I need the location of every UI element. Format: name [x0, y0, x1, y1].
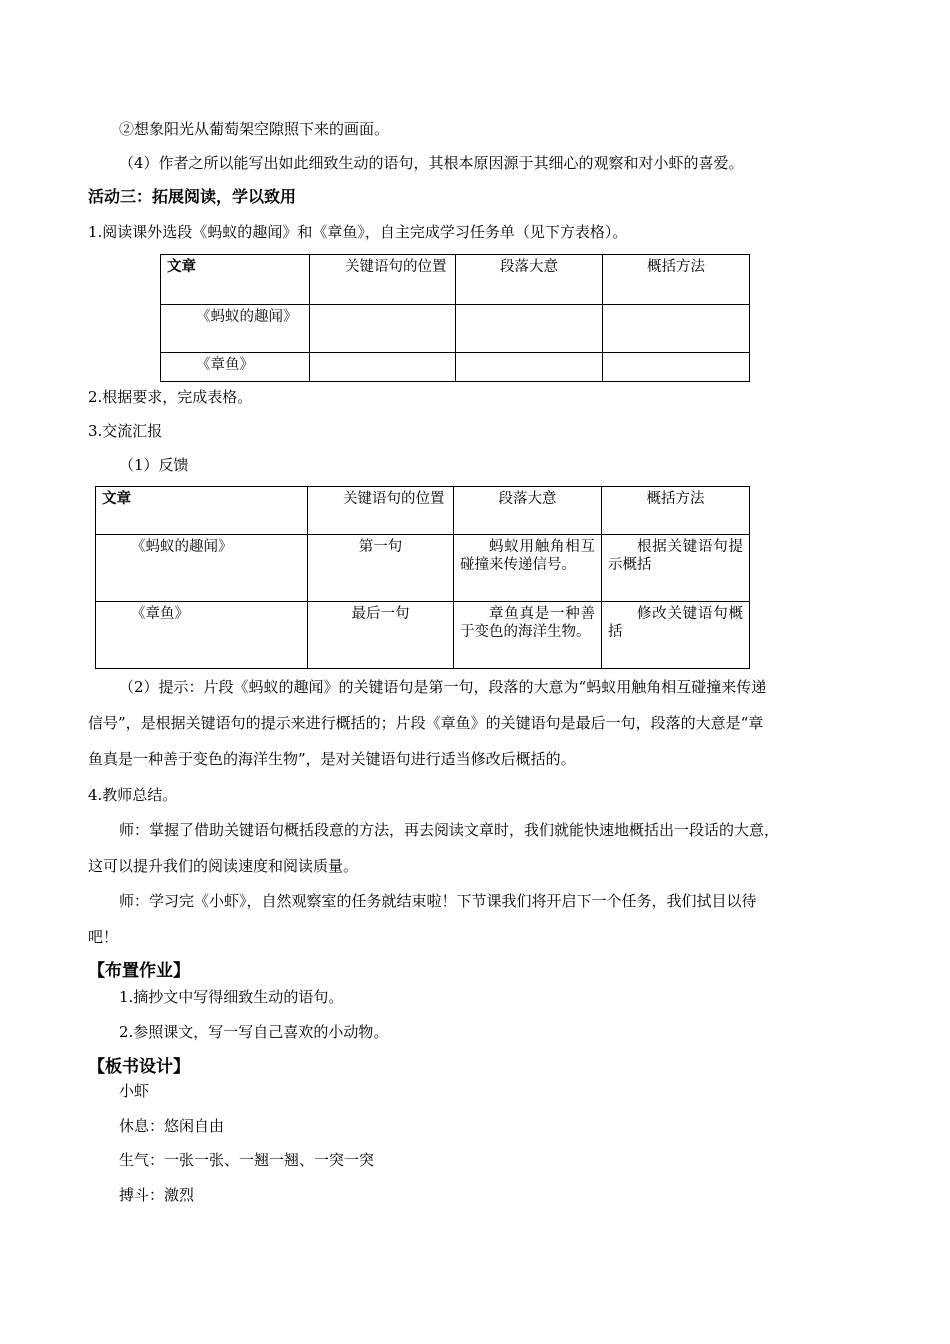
table-cell [456, 353, 603, 382]
table-cell [456, 305, 603, 353]
table-row [161, 353, 750, 382]
feedback-table [95, 486, 750, 669]
text-line: 3.交流汇报 [88, 422, 163, 440]
table-cell [603, 305, 750, 353]
board-line: 休息：悠闲自由 [119, 1117, 225, 1135]
section-heading: 活动三：拓展阅读，学以致用 [88, 187, 297, 206]
text-line: ②想象阳光从葡萄架空隙照下来的画面。 [119, 120, 390, 138]
header-cell: 文章 [161, 255, 310, 305]
text-line: 4.教师总结。 [88, 786, 178, 804]
table-cell: 最后一句 [308, 602, 454, 669]
homework-item: 2.参照课文，写一写自己喜欢的小动物。 [119, 1023, 389, 1041]
homework-heading: 【布置作业】 [88, 961, 190, 981]
text-line: （2）提示：片段《蚂蚁的趣闻》的关键语句是第一句，段落的大意为“蚂蚁用触角相互碰撞来传递 [119, 678, 767, 696]
table-cell: 《章鱼》 [161, 353, 310, 382]
text-line: 吧！ [88, 928, 119, 946]
header-cell: 关键语句的位置 [310, 255, 456, 305]
board-title: 小虾 [119, 1082, 150, 1100]
text-line: 师：掌握了借助关键语句概括段意的方法，再去阅读文章时，我们就能快速地概括出一段话的大意， [119, 821, 780, 839]
table-cell: 蚂蚁用触角相互碰撞来传递信号。 [454, 535, 602, 602]
task-table [160, 254, 750, 382]
text-line: 2.根据要求，完成表格。 [88, 388, 253, 406]
header-cell: 文章 [96, 487, 308, 535]
text-line: （4）作者之所以能写出如此细致生动的语句，其根本原因源于其细心的观察和对小虾的喜爱。 [119, 154, 744, 172]
text-line: 这可以提升我们的阅读速度和阅读质量。 [88, 857, 359, 875]
table-cell [603, 353, 750, 382]
text-line: 信号”，是根据关键语句的提示来进行概括的；片段《章鱼》的关键语句是最后一句，段落的大意是“章 [88, 714, 764, 732]
text-line: 师：学习完《小虾》，自然观察室的任务就结束啦！下节课我们将开启下一个任务，我们拭目以待 [119, 892, 757, 910]
header-cell: 关键语句的位置 [308, 487, 454, 535]
table-cell: 《蚂蚁的趣闻》 [96, 535, 308, 602]
table-cell [310, 353, 456, 382]
board-line: 搏斗：激烈 [119, 1186, 195, 1204]
table-cell: 章鱼真是一种善于变色的海洋生物。 [454, 602, 602, 669]
board-line: 生气：一张一张、一翘一翘、一突一突 [119, 1151, 375, 1169]
header-cell: 概括方法 [603, 255, 750, 305]
board-heading: 【板书设计】 [88, 1057, 190, 1077]
table-row [161, 305, 750, 353]
table-cell: 第一句 [308, 535, 454, 602]
text-line: 1.阅读课外选段《蚂蚁的趣闻》和《章鱼》，自主完成学习任务单（见下方表格）。 [88, 223, 628, 241]
homework-item: 1.摘抄文中写得细致生动的语句。 [119, 988, 344, 1006]
table-cell: 修改关键语句概括 [602, 602, 750, 669]
table-row [96, 602, 750, 669]
header-cell: 段落大意 [454, 487, 602, 535]
header-cell: 概括方法 [602, 487, 750, 535]
table-cell: 根据关键语句提示概括 [602, 535, 750, 602]
text-line: （1）反馈 [119, 456, 189, 474]
header-cell: 段落大意 [456, 255, 603, 305]
text-line: 鱼真是一种善于变色的海洋生物”，是对关键语句进行适当修改后概括的。 [88, 750, 576, 768]
table-cell: 《蚂蚁的趣闻》 [161, 305, 310, 353]
table-header-row [161, 255, 750, 305]
table-cell: 《章鱼》 [96, 602, 308, 669]
table-row [96, 535, 750, 602]
table-header-row [96, 487, 750, 535]
table-cell [310, 305, 456, 353]
